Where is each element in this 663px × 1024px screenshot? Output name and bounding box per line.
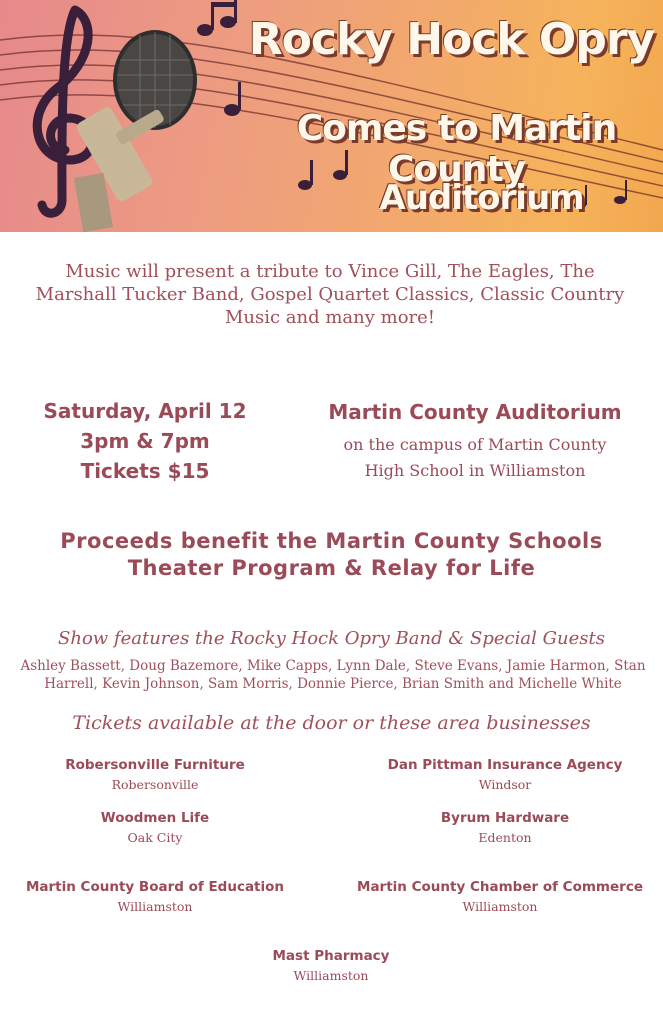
microphone-icon (74, 30, 197, 232)
business-name: Martin County Chamber of Commerce (357, 879, 643, 895)
business-robersonville-furniture (5, 755, 305, 795)
business-mast-pharmacy (181, 946, 481, 986)
event-date: Saturday, April 12 (43, 399, 247, 423)
business-name: Martin County Board of Education (25, 879, 285, 895)
proceeds-line-1: Proceeds benefit the Martin County Schools (60, 529, 603, 553)
venue-detail: on the campus of Martin County High School in Williamston (343, 435, 607, 480)
business-name: Byrum Hardware (440, 810, 570, 826)
business-name: Robersonville Furniture (65, 757, 245, 773)
venue-details (300, 398, 650, 484)
features-heading: Show features the Rocky Hock Opry Band & Special Guests (58, 628, 605, 649)
business-town: Williamston (293, 968, 369, 983)
business-town: Windsor (478, 777, 532, 792)
business-board-of-education (5, 877, 305, 917)
business-name: Mast Pharmacy (272, 948, 390, 964)
title-line-1: Rocky Hock Opry (248, 14, 655, 65)
business-woodmen-life (5, 808, 305, 848)
business-chamber-of-commerce (340, 877, 660, 917)
title-line-3: Auditorium (379, 178, 584, 218)
business-town: Robersonville (111, 777, 199, 792)
proceeds-statement (10, 528, 653, 582)
event-details (20, 396, 270, 486)
ticket-price: Tickets $15 (80, 459, 210, 483)
event-times: 3pm & 7pm (80, 429, 210, 453)
venue-name: Martin County Auditorium (328, 400, 622, 424)
business-name: Woodmen Life (100, 810, 210, 826)
hero-banner (0, 0, 663, 232)
tickets-heading: Tickets available at the door or these area businesses (72, 712, 591, 734)
business-town: Oak City (127, 830, 183, 845)
intro-text: Music will present a tribute to Vince Gill, The Eagles, The Marshall Tucker Band, Gospel Quartet Classics, Classic Country Music and many more! (35, 261, 625, 328)
business-byrum-hardware (355, 808, 655, 848)
proceeds-line-2: Theater Program & Relay for Life (127, 556, 536, 580)
business-name: Dan Pittman Insurance Agency (387, 757, 623, 773)
business-dan-pittman-insurance (355, 755, 655, 795)
business-town: Williamston (117, 899, 193, 914)
business-town: Williamston (462, 899, 538, 914)
title-line-2: Comes to Martin County (296, 108, 617, 190)
guest-list: Ashley Bassett, Doug Bazemore, Mike Capps, Lynn Dale, Steve Evans, Jamie Harmon, Stan Harrell, Kevin Johnson, Sam Morris, Donnie Pierce, Brian Smith and Michelle White (20, 658, 646, 692)
business-town: Edenton (478, 830, 532, 845)
